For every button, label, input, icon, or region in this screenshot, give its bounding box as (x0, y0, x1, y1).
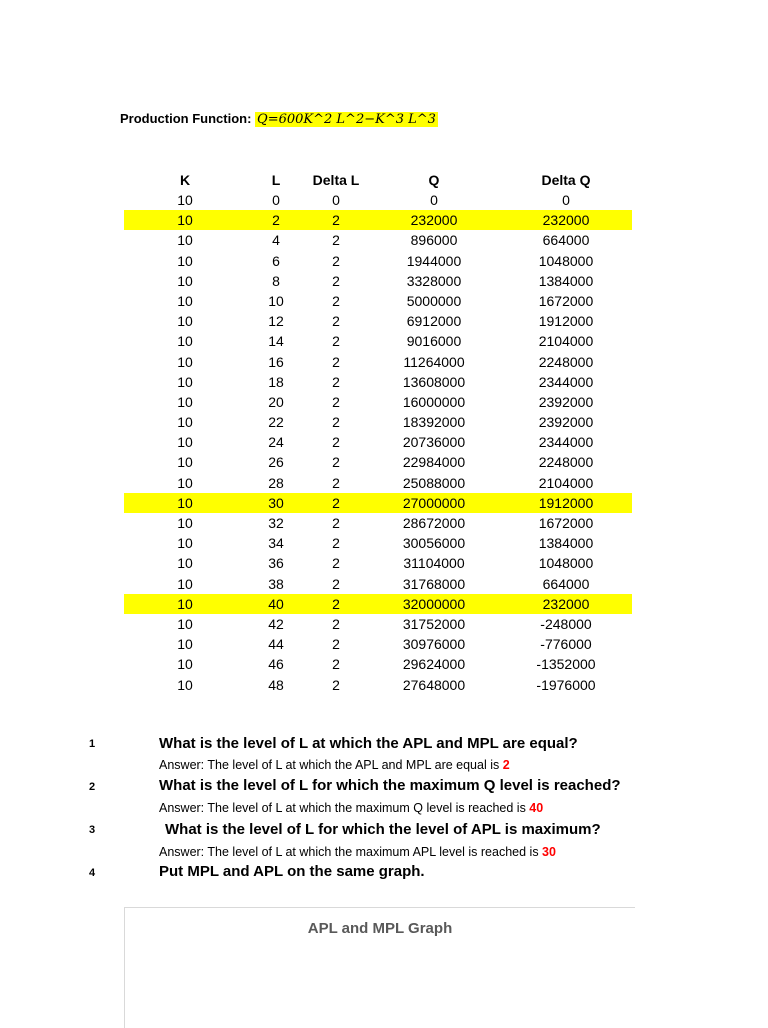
answer-text: Answer: The level of L at which the APL and MPL are equal is (159, 758, 503, 772)
cell-k: 10 (177, 232, 193, 249)
cell-delta-q: 1912000 (538, 313, 594, 330)
cell-k: 10 (177, 393, 193, 410)
table-header-row (124, 170, 632, 190)
cell-delta-q: 1384000 (538, 272, 594, 289)
table-row (124, 473, 632, 493)
cell-delta-l: 0 (332, 192, 340, 208)
cell-q: 30976000 (402, 636, 466, 653)
table-row (124, 230, 632, 250)
question-number: 3 (89, 824, 96, 836)
cell-l: 40 (268, 595, 284, 612)
cell-k: 10 (177, 192, 193, 208)
table-row (124, 654, 632, 674)
cell-k: 10 (177, 434, 193, 451)
cell-l: 26 (268, 454, 284, 471)
cell-delta-q: -248000 (540, 615, 592, 632)
cell-delta-l: 2 (332, 232, 340, 249)
header-q: Q (428, 172, 440, 188)
table-row (124, 271, 632, 291)
table-row (124, 513, 632, 533)
cell-l: 2 (272, 212, 280, 229)
cell-k: 10 (177, 615, 193, 632)
cell-delta-l: 2 (332, 474, 340, 491)
cell-delta-l: 2 (332, 292, 340, 309)
cell-delta-l: 2 (332, 454, 340, 471)
cell-l: 14 (268, 333, 284, 350)
cell-q: 27648000 (402, 676, 466, 693)
cell-delta-q: -1352000 (536, 656, 596, 673)
cell-q: 32000000 (402, 595, 466, 612)
cell-delta-q: 2104000 (538, 474, 594, 491)
answer-text: Answer: The level of L at which the maximum APL level is reached is (159, 845, 543, 859)
question-4: Put MPL and APL on the same graph. (159, 863, 425, 880)
answer-3 (159, 845, 556, 859)
table-row (124, 331, 632, 351)
table-row (124, 553, 632, 573)
table-row (124, 291, 632, 311)
cell-q: 29624000 (402, 656, 466, 673)
question-number: 2 (89, 781, 96, 793)
cell-delta-l: 2 (332, 252, 340, 269)
cell-q: 3328000 (406, 272, 462, 289)
cell-delta-q: 1672000 (538, 515, 594, 531)
cell-delta-q: -776000 (540, 636, 592, 653)
cell-delta-l: 2 (332, 636, 340, 653)
table-row-highlighted (124, 594, 632, 614)
header-delta-q: Delta Q (541, 172, 591, 188)
table-row (124, 634, 632, 654)
answer-2 (159, 801, 543, 815)
cell-delta-l: 2 (332, 656, 340, 673)
cell-q: 9016000 (406, 333, 462, 350)
cell-delta-q: 2344000 (538, 434, 594, 451)
table-row (124, 372, 632, 392)
data-table (124, 170, 632, 695)
cell-l: 24 (268, 434, 284, 451)
cell-k: 10 (177, 454, 193, 471)
cell-q: 20736000 (402, 434, 466, 451)
cell-k: 10 (177, 313, 193, 330)
cell-k: 10 (177, 656, 193, 673)
cell-k: 10 (177, 595, 193, 612)
header-k: K (179, 172, 191, 188)
cell-l: 16 (268, 353, 284, 370)
cell-delta-l: 2 (332, 515, 340, 531)
cell-k: 10 (177, 575, 193, 592)
cell-k: 10 (177, 494, 193, 511)
cell-delta-q: 2248000 (538, 454, 594, 471)
table-row (124, 452, 632, 472)
answer-value: 2 (502, 758, 510, 772)
question-number: 4 (89, 867, 96, 879)
cell-delta-l: 2 (332, 615, 340, 632)
cell-q: 31768000 (402, 575, 466, 592)
question-1: What is the level of L at which the APL and MPL are equal? (159, 735, 578, 752)
cell-l: 32 (268, 515, 284, 531)
cell-k: 10 (177, 353, 193, 370)
cell-k: 10 (177, 676, 193, 693)
cell-q: 31752000 (402, 615, 466, 632)
cell-delta-l: 2 (332, 333, 340, 350)
cell-k: 10 (177, 272, 193, 289)
table-row (124, 311, 632, 331)
cell-delta-q: 232000 (542, 212, 590, 229)
cell-l: 36 (268, 555, 284, 572)
cell-l: 10 (268, 292, 284, 309)
cell-delta-l: 2 (332, 676, 340, 693)
cell-k: 10 (177, 414, 193, 431)
production-function-formula: Q=600K^2 L^2−K^3 L^3 (257, 112, 436, 127)
cell-delta-l: 2 (332, 414, 340, 431)
header-delta-l: Delta L (312, 172, 360, 188)
cell-delta-l: 2 (332, 272, 340, 289)
cell-delta-l: 2 (332, 393, 340, 410)
production-function (120, 108, 438, 130)
cell-l: 4 (272, 232, 280, 249)
cell-q: 28672000 (402, 515, 466, 531)
cell-delta-q: 1048000 (538, 252, 594, 269)
cell-q: 896000 (410, 232, 458, 249)
cell-delta-q: 2392000 (538, 393, 594, 410)
cell-delta-l: 2 (332, 434, 340, 451)
cell-delta-q: 664000 (542, 575, 590, 592)
table-row (124, 533, 632, 553)
cell-q: 0 (430, 192, 438, 208)
cell-l: 8 (272, 272, 280, 289)
cell-l: 48 (268, 676, 284, 693)
table-row (124, 412, 632, 432)
cell-delta-q: 0 (562, 192, 570, 208)
chart-title: APL and MPL Graph (307, 920, 453, 937)
cell-delta-l: 2 (332, 595, 340, 612)
cell-k: 10 (177, 535, 193, 552)
table-row (124, 251, 632, 271)
table-row (124, 614, 632, 634)
table-row (124, 392, 632, 412)
cell-k: 10 (177, 252, 193, 269)
question-3: What is the level of L for which the level of APL is maximum? (165, 821, 601, 838)
cell-q: 232000 (410, 212, 458, 229)
cell-delta-l: 2 (332, 575, 340, 592)
cell-q: 16000000 (402, 393, 466, 410)
cell-delta-l: 2 (332, 555, 340, 572)
table-row-highlighted (124, 210, 632, 230)
cell-q: 6912000 (406, 313, 462, 330)
answer-value: 30 (542, 845, 556, 859)
table-row (124, 574, 632, 594)
cell-delta-q: 2104000 (538, 333, 594, 350)
cell-k: 10 (177, 515, 193, 531)
answer-1 (159, 758, 510, 772)
cell-delta-l: 2 (332, 373, 340, 390)
cell-q: 18392000 (402, 414, 466, 431)
cell-l: 38 (268, 575, 284, 592)
cell-q: 30056000 (402, 535, 466, 552)
cell-k: 10 (177, 292, 193, 309)
cell-q: 5000000 (406, 292, 462, 309)
cell-l: 22 (268, 414, 284, 431)
cell-delta-l: 2 (332, 313, 340, 330)
cell-l: 6 (272, 252, 280, 269)
cell-delta-l: 2 (332, 535, 340, 552)
cell-delta-q: 1672000 (538, 292, 594, 309)
table-row (124, 190, 632, 210)
cell-delta-q: 1048000 (538, 555, 594, 572)
cell-k: 10 (177, 474, 193, 491)
cell-delta-q: 664000 (542, 232, 590, 249)
cell-q: 1944000 (406, 252, 462, 269)
cell-q: 25088000 (402, 474, 466, 491)
cell-q: 27000000 (402, 494, 466, 511)
cell-delta-q: 2344000 (538, 373, 594, 390)
table-row (124, 675, 632, 695)
table-row (124, 432, 632, 452)
cell-delta-q: -1976000 (536, 676, 596, 693)
cell-k: 10 (177, 212, 193, 229)
cell-delta-q: 1384000 (538, 535, 594, 552)
cell-l: 30 (268, 494, 284, 511)
answer-text: Answer: The level of L at which the maximum Q level is reached is (159, 801, 530, 815)
cell-l: 42 (268, 615, 284, 632)
cell-delta-q: 1912000 (538, 494, 594, 511)
cell-l: 44 (268, 636, 284, 653)
table-row-highlighted (124, 493, 632, 513)
cell-delta-q: 232000 (542, 595, 590, 612)
cell-l: 20 (268, 393, 284, 410)
cell-l: 28 (268, 474, 284, 491)
table-row (124, 352, 632, 372)
question-number: 1 (89, 738, 96, 750)
cell-k: 10 (177, 636, 193, 653)
cell-delta-q: 2248000 (538, 353, 594, 370)
cell-k: 10 (177, 373, 193, 390)
cell-delta-l: 2 (332, 212, 340, 229)
question-2: What is the level of L for which the maximum Q level is reached? (159, 777, 621, 794)
cell-l: 0 (272, 192, 280, 208)
cell-l: 12 (268, 313, 284, 330)
cell-q: 11264000 (403, 353, 465, 370)
answer-value: 40 (529, 801, 544, 815)
cell-q: 31104000 (403, 555, 465, 572)
cell-k: 10 (177, 333, 193, 350)
cell-q: 22984000 (402, 454, 466, 471)
cell-l: 18 (268, 373, 284, 390)
cell-l: 46 (268, 656, 284, 673)
cell-delta-l: 2 (332, 353, 340, 370)
cell-delta-l: 2 (332, 494, 340, 511)
cell-k: 10 (177, 555, 193, 572)
apl-mpl-chart (124, 907, 635, 1028)
production-function-label: Production Function: (120, 111, 252, 126)
header-l: L (271, 172, 281, 188)
cell-delta-q: 2392000 (538, 414, 594, 431)
cell-q: 13608000 (402, 373, 466, 390)
cell-l: 34 (268, 535, 284, 552)
